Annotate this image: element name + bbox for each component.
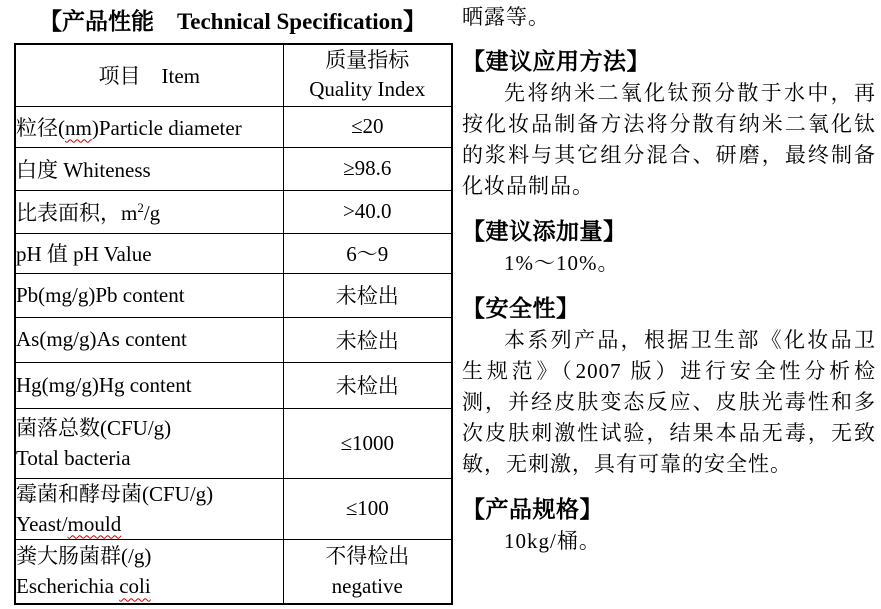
spec-title: 【产品性能 Technical Specification】	[39, 9, 426, 34]
item-cell	[15, 408, 283, 478]
item-text: 比表面积，m	[16, 200, 138, 225]
section-paragraph: 1%～10%。	[504, 251, 620, 275]
intro-tail-text: 晒露等。	[462, 5, 550, 29]
table-row	[15, 190, 452, 233]
section-heading: 【建议添加量】	[462, 218, 627, 244]
item-line-en	[16, 571, 283, 601]
item-cell	[15, 190, 283, 233]
table-row	[15, 539, 452, 604]
value-line-zh: 不得检出	[325, 544, 410, 569]
item-text: /g	[143, 200, 161, 225]
item-cell	[15, 539, 283, 604]
value-cell: 未检出	[283, 273, 452, 317]
item-line-zh: 粪大肠菌群(/g)	[16, 544, 152, 569]
misspelled-word: mould	[67, 511, 122, 536]
section-dosage	[462, 216, 876, 279]
value-line-en: negative	[331, 574, 403, 599]
misspelled-word: nm	[65, 115, 92, 140]
item-cell: pH 值 pH Value	[15, 233, 283, 273]
value-cell: 未检出	[283, 317, 452, 362]
section-heading: 【安全性】	[462, 295, 580, 321]
header-index-cell	[283, 44, 452, 106]
section-heading: 【建议应用方法】	[462, 48, 650, 74]
section-application	[462, 46, 876, 202]
section-paragraph: 先将纳米二氧化钛预分散于水中，再按化妆品制备方法将分散有纳米二氧化钛的浆料与其它组分混合、研磨，最终制备化妆品制品。	[462, 81, 876, 198]
header-item-cell: 项目 Item	[15, 44, 283, 106]
item-cell: Pb(mg/g)Pb content	[15, 273, 283, 317]
section-paragraph: 10kg/桶。	[504, 529, 601, 553]
item-text: Escherichia	[16, 574, 120, 599]
value-cell: ≥98.6	[283, 147, 452, 190]
misspelled-word: coli	[119, 574, 151, 599]
item-cell: Hg(mg/g)Hg content	[15, 362, 283, 408]
item-text: )Particle diameter	[91, 115, 242, 140]
item-cell	[15, 478, 283, 539]
table-row	[15, 273, 452, 317]
item-line-en: Total bacteria	[16, 446, 131, 470]
table-row	[15, 147, 452, 190]
section-paragraph: 本系列产品，根据卫生部《化妆品卫生规范》（2007 版）进行安全性分析检测，并经皮肤变态反应、皮肤光毒性和多次皮肤刺激性试验，结果本品无毒，无致敏，无刺激，具有可靠的安全性。	[462, 328, 876, 476]
value-cell: >40.0	[283, 190, 452, 233]
table-row	[15, 478, 452, 539]
value-cell: 未检出	[283, 362, 452, 408]
table-row	[15, 362, 452, 408]
item-cell: 白度 Whiteness	[15, 147, 283, 190]
section-heading: 【产品规格】	[462, 496, 603, 522]
table-header-row	[15, 44, 452, 106]
superscript: 2	[137, 199, 144, 215]
value-cell: 6～9	[283, 233, 452, 273]
item-cell	[15, 106, 283, 147]
item-text: 粒径(	[16, 115, 65, 140]
item-text: Yeast/	[16, 511, 68, 536]
value-cell: ≤20	[283, 106, 452, 147]
section-safety	[462, 293, 876, 480]
value-cell: ≤100	[283, 478, 452, 539]
header-index-zh: 质量指标	[325, 48, 410, 73]
item-line-zh: 菌落总数(CFU/g)	[16, 416, 172, 440]
item-line-zh: 霉菌和酵母菌(CFU/g)	[16, 481, 214, 506]
value-cell	[283, 539, 452, 604]
header-index-en: Quality Index	[309, 77, 426, 102]
table-row	[15, 233, 452, 273]
item-cell: As(mg/g)As content	[15, 317, 283, 362]
value-cell: ≤1000	[283, 408, 452, 478]
section-package	[462, 494, 876, 557]
table-row	[15, 317, 452, 362]
item-line-en	[16, 509, 283, 539]
table-row	[15, 106, 452, 147]
table-row	[15, 408, 452, 478]
info-column	[462, 0, 876, 557]
spec-section	[14, 0, 451, 605]
spec-table	[14, 43, 453, 605]
